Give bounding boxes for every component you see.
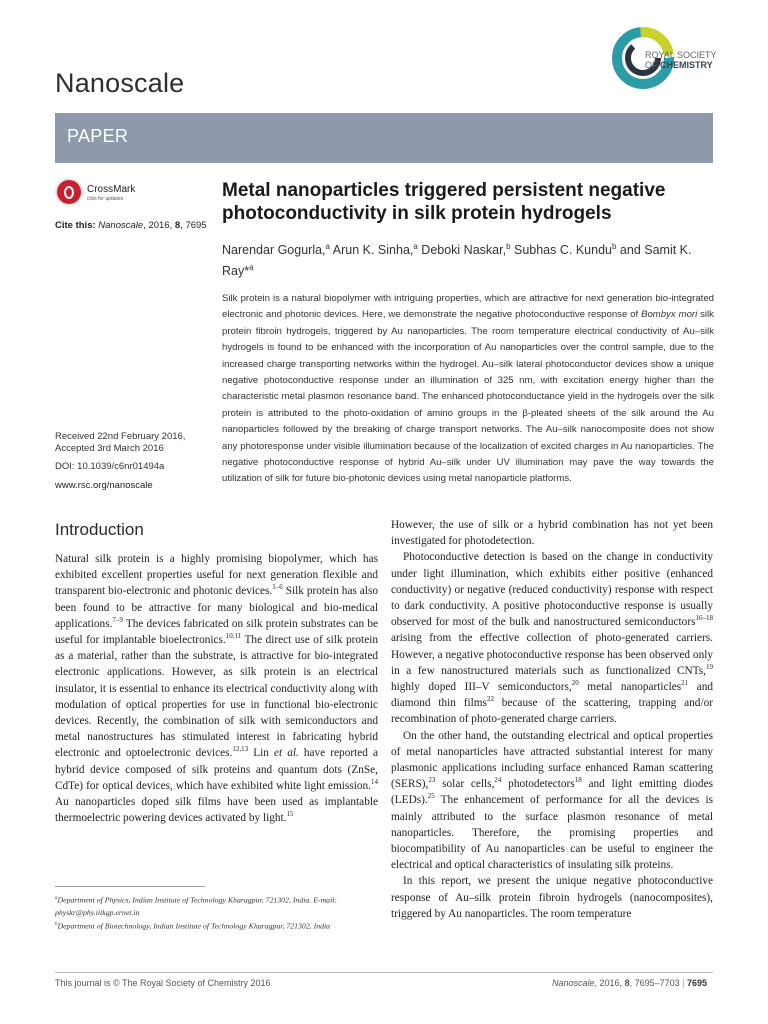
affiliation-footnotes xyxy=(55,893,378,932)
publisher-wordmark xyxy=(645,50,717,70)
intro-paragraph-1: Natural silk protein is a highly promising biopolymer, which has exhibited excellent properties useful for next generation flexible and transparent bio-electronic and photonic devices.$^{1-6}$ Silk protein has also been found to be attractive for many biological and bio-medical applications.$^{7-9}$ The devices fabricated on silk protein substrates can be useful for implantable bioelectronics.$^{10,11}$ The direct use of silk protein as a material, rather than the substrate, is attractive for bio-integrated electronic applications. However, as silk protein is an electrical insulator, it is essential to enhance its electrical conductivity along with modulation of optical properties for use in functional bio-electronic devices. Recently, the combination of silk with semiconductors and metal nanostructures has stimulated interest in fabricating hybrid electronic and optoelectronic devices.$^{12,13}$ Lin et al. have reported a hybrid device composed of silk proteins and quantum dots (ZnSe, CdTe) for optical devices, which have exhibited white light emission.$^{14}$ Au nanoparticles doped silk films have been used as implantable thermoelectric powering devices activated by light.$^{15}$ xyxy=(55,553,378,825)
article-history xyxy=(55,431,185,455)
crossmark-title: CrossMark xyxy=(87,184,136,195)
article-type-label: PAPER xyxy=(67,126,129,146)
footer-citation: Nanoscale, 2016, 8, 7695–7703 | 7695 xyxy=(552,978,708,988)
intro-paragraph-3: On the other hand, the outstanding electrical and optical properties of metal nanoparticles have attracted substantial interest for many plasmonic applications including surface enhanced Raman scattering (SERS),$^{23}$ solar cells,$^{24}$ photodetectors$^{18}$ and light emitting diodes (LEDs).$^{25}$ The enhancement of performance for all the devices is mainly attributed to the surface plasmon resonance of metal nanoparticles. Therefore, the promising properties and biocompatibility of Au nanoparticles can be useful to engineer the electrical and optical characteristics of insulating silk proteins. xyxy=(391,729,713,872)
body-column-left xyxy=(55,551,378,826)
publisher-line-1: ROYAL SOCIETY xyxy=(645,50,717,60)
crossmark-subtitle: click for updates xyxy=(87,196,124,202)
footer-copyright: This journal is © The Royal Society of Chemistry 2016 xyxy=(55,978,271,988)
intro-paragraph-4: In this report, we present the unique negative photoconductive response of Au–silk protein fibroin hydrogels (nanocomposites), triggered by Au nanoparticles. The room temperature xyxy=(391,875,713,920)
body-column-right xyxy=(391,517,713,922)
received-date: Received 22nd February 2016, xyxy=(55,431,186,442)
article-type-banner xyxy=(55,113,713,163)
crossmark-badge[interactable] xyxy=(55,178,150,208)
page-number: 7695 xyxy=(686,978,708,988)
doi[interactable]: DOI: 10.1039/c6nr01494a xyxy=(55,461,165,472)
footnote-b: $^b$Department of Biotechnology, Indian Institute of Technology Kharagpur, 721302, India xyxy=(55,921,331,931)
crossmark-icon xyxy=(55,178,83,206)
abstract: Silk protein is a natural biopolymer with intriguing properties, which are attractive for next generation bio-integrated electronic and photonic devices. Here, we demonstrate the negative photoconductive response of Bombyx mori silk protein fibroin hydrogels, triggered by Au nanoparticles. The room temperature electrical conductivity of Au–silk hydrogels is found to be enhanced with the incorporation of Au nanoparticles over the control sample, due to the increased charge transporting networks within the hydrogel. Au–silk lateral photoconductor devices show a unique negative photoconductive response under an illumination of 325 nm, with excitation energy higher than the characteristic metal plasmon resonance band. The enhanced photoconductance yield in the hydrogels over the silk protein is attributed to the photo-oxidation of amino groups in the β-pleated sheets of the silk around the Au nanoparticles followed by the breaking of charge transport networks. The Au–silk nanocomposite does not show any photoresponse under visible illumination because of the localization of excited charges in Au nanoparticles. The negative photoconductive response of hybrid Au–silk under UV illumination may pave the way towards the utilization of silk for future bio-photonic devices using metal nanoparticle platforms. xyxy=(222,293,714,485)
footnote-a: $^a$Department of Physics, Indian Institute of Technology Kharagpur, 721302, India. E-mail: physkr@phy.iitkgp.ernet.in xyxy=(55,895,338,917)
article-title: Metal nanoparticles triggered persistent negative photoconductivity in silk protein hydrogels xyxy=(222,180,666,224)
publisher-line-2: OF CHEMISTRY xyxy=(645,60,713,70)
footer-divider xyxy=(55,972,713,973)
footnote-divider xyxy=(55,886,205,887)
intro-paragraph-1-cont: However, the use of silk or a hybrid combination has not yet been investigated for photodetection. xyxy=(391,519,713,548)
author-list: Narendar Gogurla,$^a$ Arun K. Sinha,$^a$ Deboki Naskar,$^b$ Subhas C. Kundu$^b$ and Samit K. Ray*$^a$ xyxy=(222,242,692,279)
cite-this: Cite this: Nanoscale, 2016, 8, 7695 xyxy=(55,220,207,231)
section-heading-introduction: Introduction xyxy=(55,520,144,539)
journal-url-link[interactable]: www.rsc.org/nanoscale xyxy=(55,480,153,491)
journal-name: Nanoscale xyxy=(55,68,185,98)
accepted-date: Accepted 3rd March 2016 xyxy=(55,443,164,454)
intro-paragraph-2: Photoconductive detection is based on the change in conductivity under light illumination, which exhibits either positive (enhanced conductivity) or negative (reduced conductivity) response with respect to dark conductivity. A positive photoconductive response is usually observed for most of the bulk and nanostructured semiconductors$^{16-18}$ arising from the effective collection of photo-generated carriers. However, a negative photoconductive response has been observed only in a few nanostructured materials such as functionalized CNTs,$^{19}$ highly doped III–V semiconductors,$^{20}$ metal nanoparticles$^{21}$ and diamond thin films$^{22}$ because of the scattering, trapping and/or recombination of photo-generated charge carriers. xyxy=(391,551,713,726)
